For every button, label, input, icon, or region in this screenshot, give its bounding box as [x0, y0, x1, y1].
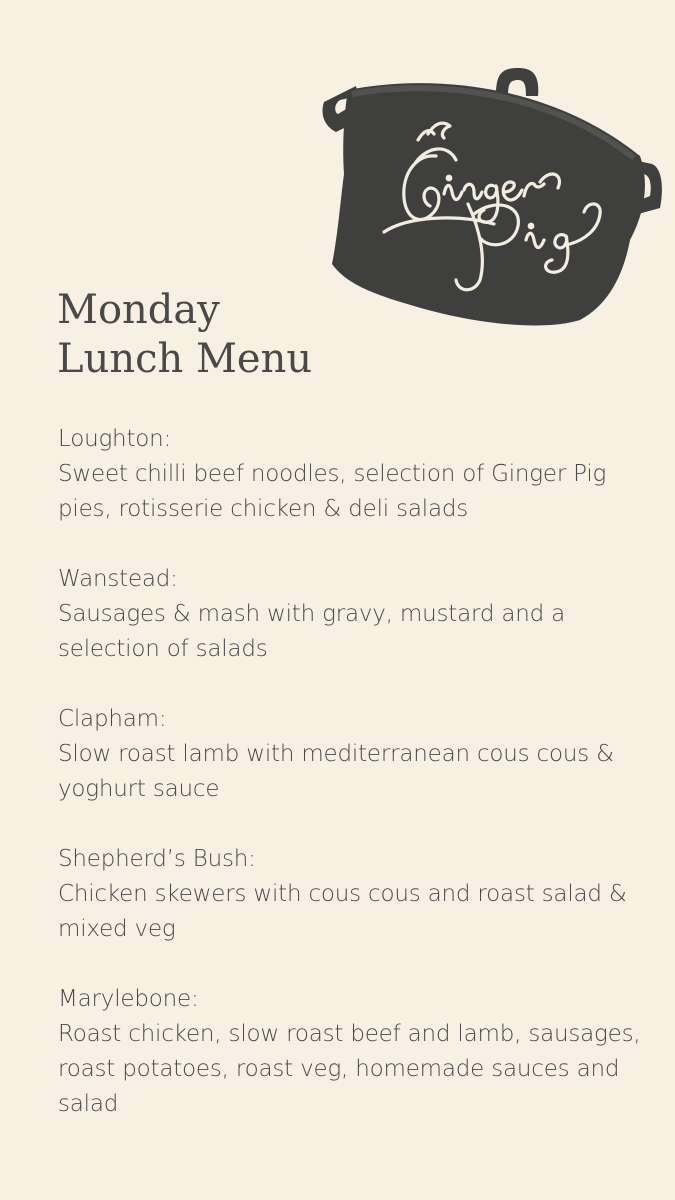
- ginger-pig-logo: [318, 64, 670, 332]
- page-title: [57, 286, 312, 384]
- location-name: Shepherd’s Bush:: [58, 846, 256, 872]
- menu-list: [58, 422, 658, 1157]
- location-dishes: Sausages & mash with gravy, mustard and a selection of salads: [58, 601, 566, 662]
- menu-item-shepherds-bush: [58, 842, 658, 947]
- location-dishes: Sweet chilli beef noodles, selection of Ginger Pig pies, rotisserie chicken & deli salads: [58, 461, 607, 522]
- location-dishes: Slow roast lamb with mediterranean cous cous & yoghurt sauce: [58, 741, 614, 802]
- location-dishes: Roast chicken, slow roast beef and lamb, sausages, roast potatoes, roast veg, homemade sauces and salad: [58, 1021, 641, 1117]
- title-menu: Lunch Menu: [57, 336, 313, 382]
- menu-item-marylebone: [58, 982, 658, 1122]
- cooking-pot-icon: [318, 64, 670, 332]
- title-day: Monday: [57, 287, 220, 333]
- menu-item-loughton: [58, 422, 658, 527]
- location-name: Clapham:: [58, 706, 167, 732]
- location-dishes: Chicken skewers with cous cous and roast salad & mixed veg: [58, 881, 627, 942]
- menu-item-clapham: [58, 702, 658, 807]
- location-name: Wanstead:: [58, 566, 178, 592]
- location-name: Marylebone:: [58, 986, 199, 1012]
- menu-item-wanstead: [58, 562, 658, 667]
- location-name: Loughton:: [58, 426, 172, 452]
